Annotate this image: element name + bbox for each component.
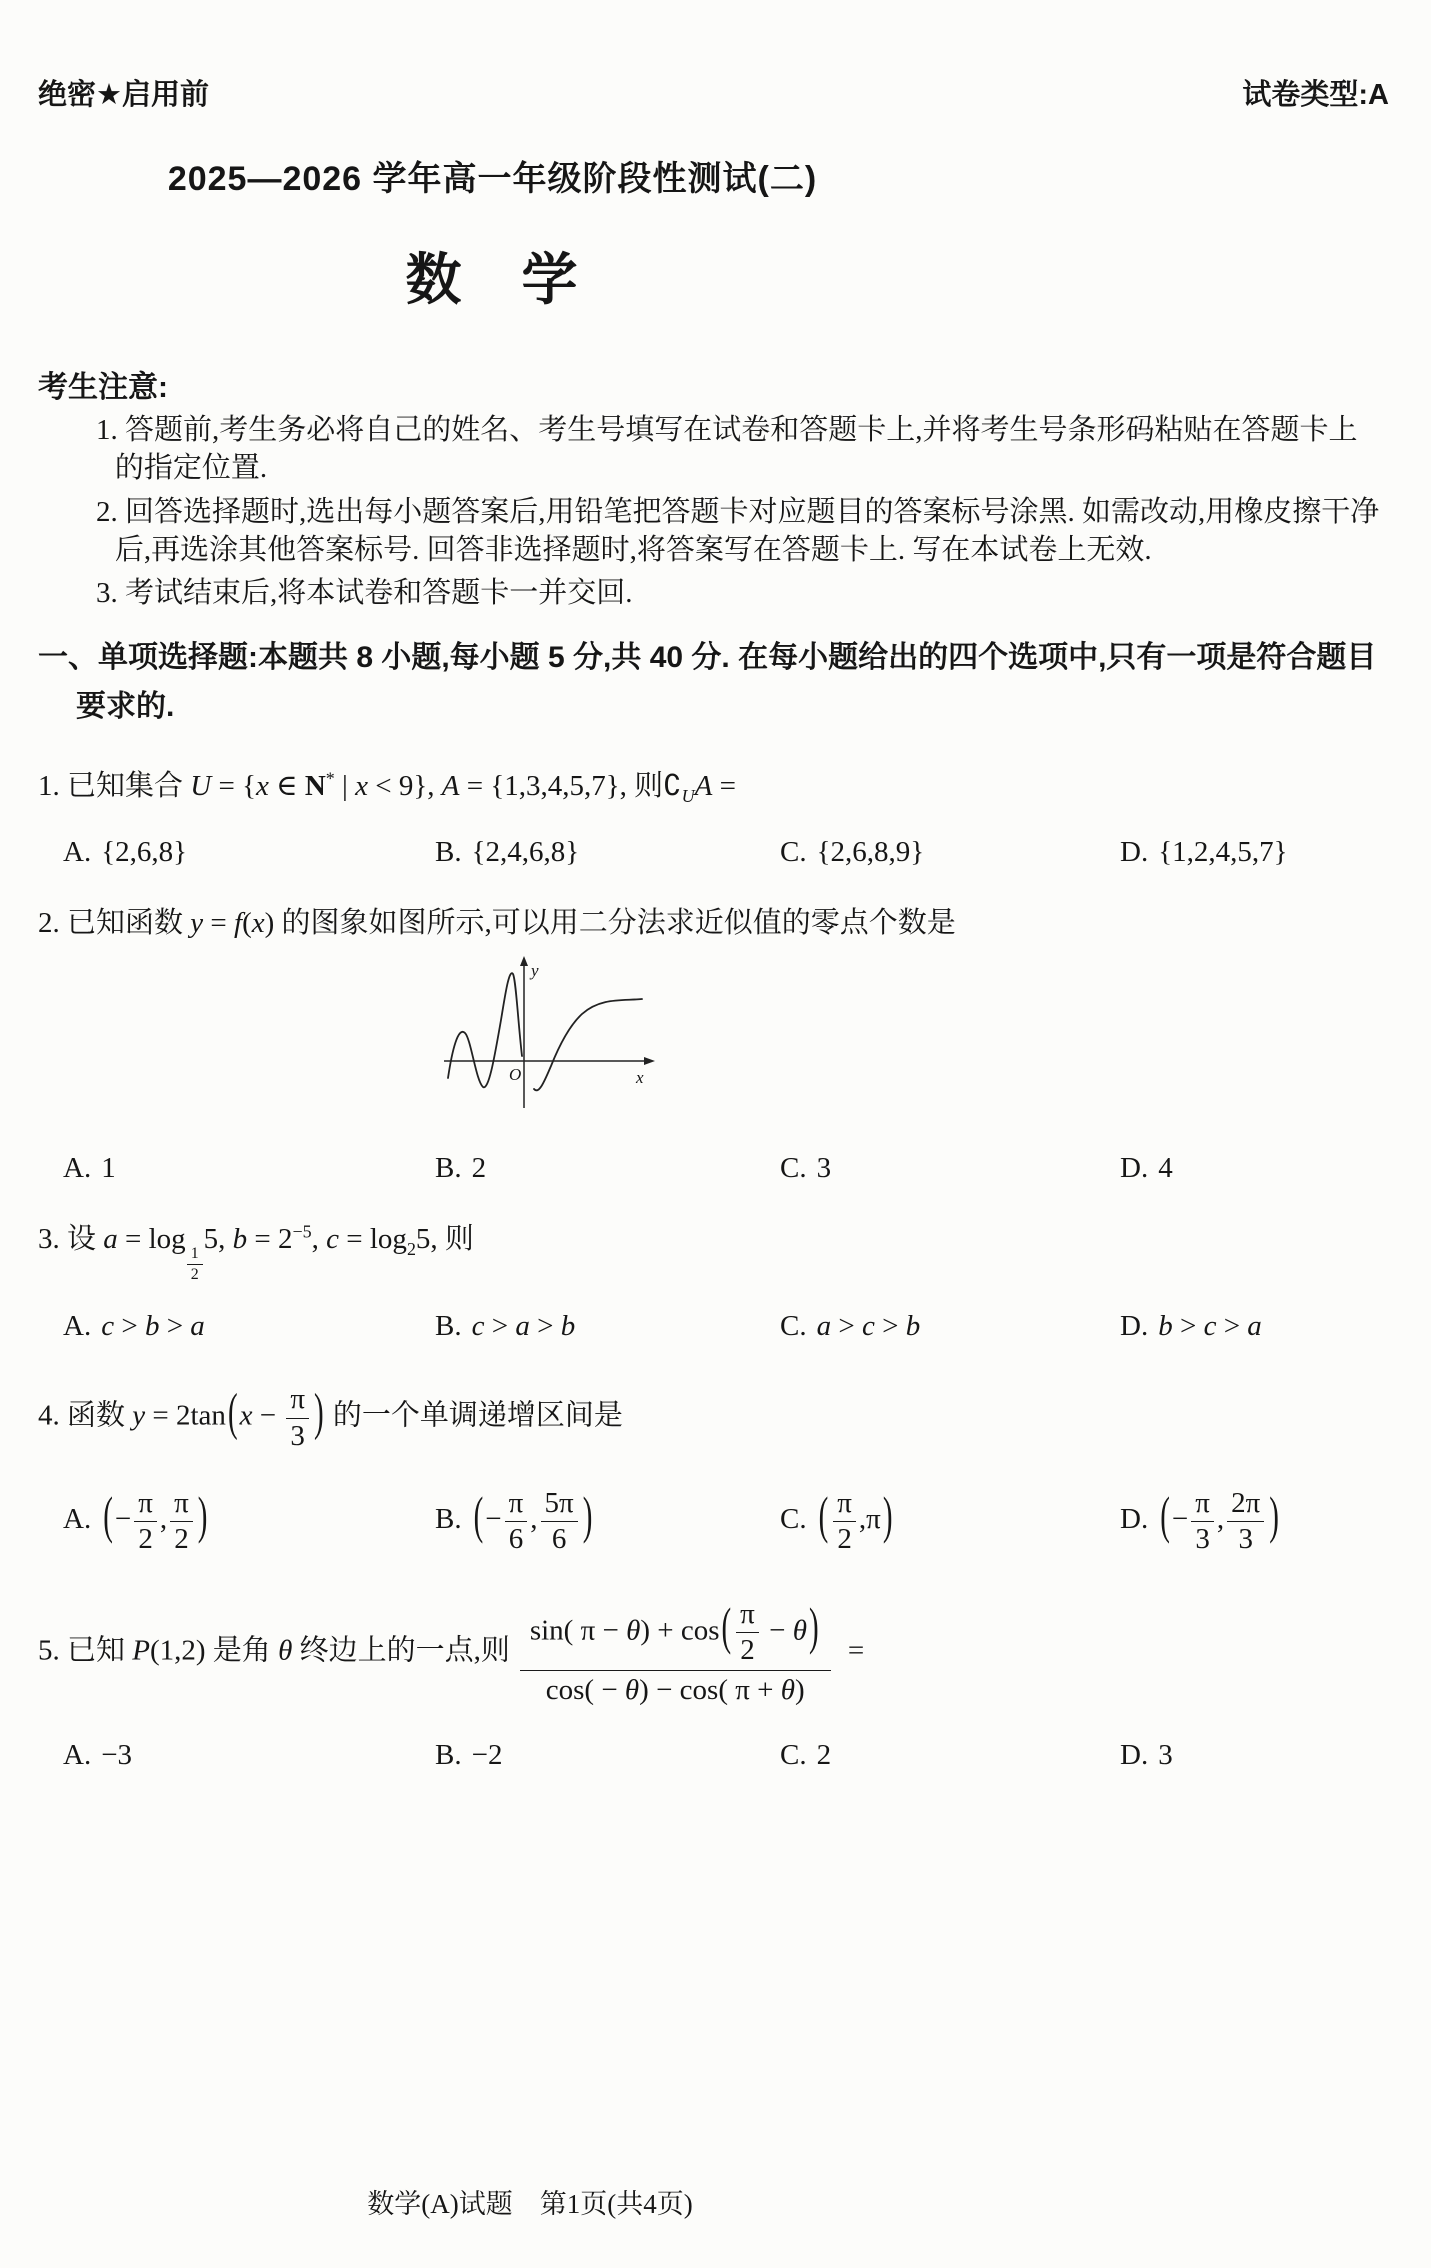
section-heading: 一、单项选择题:本题共 8 小题,每小题 5 分,共 40 分. 在每小题给出的四个选项中,只有一项是符合题目要求的.	[38, 641, 1377, 723]
function-graph	[434, 956, 664, 1126]
question-3-options	[38, 1310, 1393, 1343]
question-4-option-d	[1120, 1487, 1393, 1557]
option-label: B.	[435, 1310, 462, 1343]
question-1-options	[38, 836, 1393, 869]
question-5-stem: 5. 已知 P(1,2) 是角 θ 终边上的一点,则 sin( π − θ) + cos( $\frac{\pi}{2}$ − θ) cos( − θ) − cos( π + θ) =	[38, 1595, 1393, 1711]
option-value: c > b > a	[101, 1310, 205, 1343]
option-label: C.	[780, 1738, 807, 1771]
option-label: A.	[63, 1738, 92, 1771]
question-3-option-d	[1120, 1310, 1393, 1343]
option-value: a > c > b	[816, 1310, 921, 1343]
option-label: D.	[1120, 1738, 1149, 1771]
question-4-option-b	[435, 1487, 780, 1557]
y-axis-arrow	[520, 956, 528, 966]
option-value: −2	[471, 1738, 503, 1771]
notice-item-1: 1. 答题前,考生务必将自己的姓名、考生号填写在试卷和答题卡上,并将考生号条形码粘贴在答题卡上的指定位置.	[96, 414, 1358, 485]
option-value: (− $\frac{\pi}{3}$ , $\frac{2\pi}{3}$ )	[1160, 1486, 1279, 1556]
option-label: A.	[63, 1503, 92, 1536]
question-3-option-c	[780, 1310, 1120, 1343]
graph-container	[434, 956, 1393, 1134]
question-1-option-d	[1120, 836, 1393, 869]
option-label: A.	[63, 1310, 92, 1343]
page-footer: 数学(A)试题 第1页(共4页)	[367, 2189, 693, 2219]
option-value: 4	[1158, 1152, 1173, 1185]
option-value: ( $\frac{\pi}{2}$ ,π)	[818, 1486, 893, 1556]
option-value: (− $\frac{\pi}{6}$ , $\frac{5\pi}{6}$ )	[473, 1486, 593, 1556]
secrecy-label: 绝密★启用前	[38, 79, 209, 111]
option-label: D.	[1120, 1310, 1149, 1343]
question-5-option-c	[780, 1739, 1120, 1772]
question-2	[38, 901, 1393, 1185]
exam-title: 2025—2026 学年高一年级阶段性测试(二)	[167, 160, 818, 198]
notice-list	[96, 411, 1383, 612]
notice-item-2: 2. 回答选择题时,选出每小题答案后,用铅笔把答题卡对应题目的答案标号涂黑. 如需改动,用橡皮擦干净后,再选涂其他答案标号. 回答非选择题时,将答案写在答题卡上. 写在本试卷上无效.	[96, 495, 1380, 566]
option-value: {1,2,4,5,7}	[1158, 836, 1288, 869]
option-value: 3	[816, 1152, 832, 1185]
option-label: B.	[435, 836, 462, 869]
option-label: A.	[63, 836, 92, 869]
option-label: B.	[435, 1503, 462, 1536]
question-3-option-a	[63, 1310, 435, 1343]
question-2-options	[38, 1152, 1393, 1185]
option-label: B.	[435, 1152, 462, 1185]
option-label: B.	[435, 1738, 462, 1771]
question-1-option-a	[63, 836, 435, 869]
question-4-stem: 4. 函数 y = 2tan(x − $\frac{\pi}{3}$ ) 的一个单调递增区间是	[38, 1383, 623, 1452]
question-4-option-a	[63, 1487, 435, 1557]
question-2-option-d	[1120, 1152, 1393, 1185]
option-label: C.	[780, 1152, 807, 1185]
origin-label: O	[509, 1065, 522, 1085]
option-value: 2	[471, 1152, 487, 1185]
question-4-option-c	[780, 1487, 1120, 1557]
notice-item-3: 3. 考试结束后,将本试卷和答题卡一并交回.	[96, 577, 633, 610]
option-value: (− $\frac{\pi}{2}$ , $\frac{\pi}{2}$ )	[103, 1486, 208, 1556]
question-2-stem: 2. 已知函数 y = f(x) 的图象如图所示,可以用二分法求近似值的零点个数是	[38, 907, 956, 940]
option-label: C.	[780, 1503, 807, 1536]
curve-right	[534, 999, 642, 1090]
option-label: A.	[63, 1152, 92, 1185]
page-header	[0, 0, 1431, 113]
question-5-options	[38, 1739, 1393, 1772]
subject-title: 数 学	[405, 248, 580, 311]
question-1-option-b	[435, 836, 780, 869]
x-axis-label: x	[636, 1068, 644, 1088]
paper-type-label: 试卷类型:A	[1242, 79, 1389, 111]
option-value: −3	[101, 1738, 133, 1771]
option-value: 1	[101, 1152, 116, 1185]
question-2-option-c	[780, 1152, 1120, 1185]
question-2-option-b	[435, 1152, 780, 1185]
question-3	[38, 1217, 1393, 1343]
option-label: C.	[780, 1310, 807, 1343]
option-value: b > c > a	[1158, 1310, 1262, 1343]
question-4	[38, 1383, 1393, 1556]
question-3-option-b	[435, 1310, 780, 1343]
question-2-option-a	[63, 1152, 435, 1185]
option-value: {2,4,6,8}	[471, 836, 580, 869]
option-value: {2,6,8}	[101, 836, 188, 869]
question-1-option-c	[780, 836, 1120, 869]
question-5-option-b	[435, 1739, 780, 1772]
option-label: D.	[1120, 1152, 1149, 1185]
option-value: c > a > b	[471, 1310, 576, 1343]
option-label: C.	[780, 836, 807, 869]
y-axis-label: y	[531, 961, 539, 981]
question-5	[38, 1595, 1393, 1772]
option-value: {2,6,8,9}	[816, 836, 925, 869]
option-value: 3	[1158, 1738, 1173, 1771]
question-1	[38, 764, 1393, 870]
x-axis-arrow	[644, 1057, 655, 1065]
question-5-option-d	[1120, 1739, 1393, 1772]
option-value: 2	[816, 1738, 832, 1771]
question-5-option-a	[63, 1739, 435, 1772]
question-1-stem: 1. 已知集合 U = {x ∈ N* | x < 9}, A = {1,3,4,5,7}, 则$∁_UA$ =	[38, 767, 736, 806]
option-label: D.	[1120, 836, 1149, 869]
option-label: D.	[1120, 1503, 1149, 1536]
question-4-options	[38, 1487, 1393, 1557]
question-3-stem: 3. 设 a = log $\frac{1}{2}$ 5, $b = 2^{-5}$, $c = \log_25$, 则	[38, 1221, 474, 1283]
notice-heading: 考生注意:	[38, 371, 168, 404]
